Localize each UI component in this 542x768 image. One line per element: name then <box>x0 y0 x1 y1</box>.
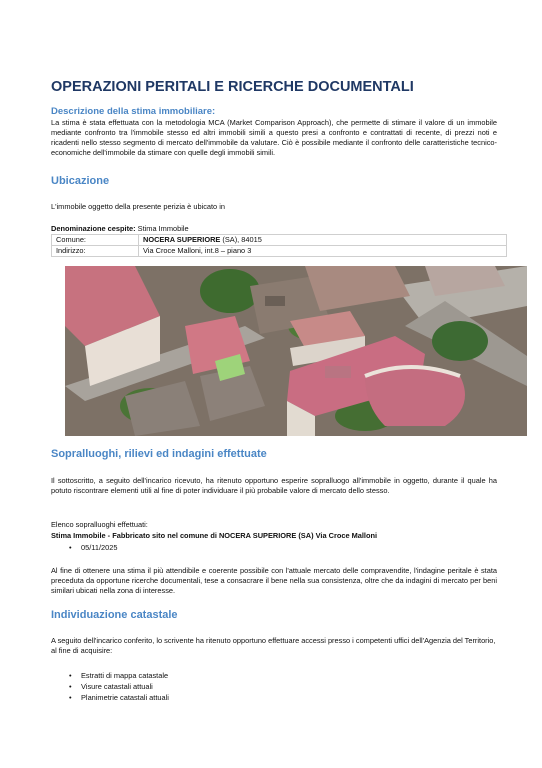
catastale-list <box>69 670 169 703</box>
list-item: • 05/11/2025 <box>69 542 117 553</box>
comune-value-bold: NOCERA SUPERIORE <box>143 235 221 244</box>
elenco-title: Stima Immobile - Fabbricato sito nel comune di NOCERA SUPERIORE (SA) Via Croce Malloni <box>51 531 378 540</box>
sopralluoghi-text: Il sottoscritto, a seguito dell'incarico ricevuto, ha ritenuto opportuno esperire sopralluogo all'immobile in oggetto, durante il quale ha potuto riscontrare elementi utili al fine di poter individuare il più probabile valore di mercato dello stesso. <box>51 476 497 495</box>
comune-label: Comune: <box>52 235 139 246</box>
denominazione-label: Denominazione cespite: <box>51 224 136 233</box>
table-row <box>52 246 507 257</box>
indirizzo-label: Indirizzo: <box>52 246 139 257</box>
descrizione-text: La stima è stata effettuata con la metodologia MCA (Market Comparison Approach), che permette di stimare il valore di un immobile mediante confronto tra l'immobile stesso ed altri immobili simili a questo presi a confronto e contrattati di recente, di prezzi noti e ricadenti nello stesso segmento di mercato dell'immobile da valutare. Ciò è possibile mediante il confronto delle caratteristiche tecnico-economiche dell'immobile da stimare con quelle degli immobili simili. <box>51 118 497 157</box>
dates-list <box>69 542 117 553</box>
catastale-heading: Individuazione catastale <box>51 609 178 621</box>
denominazione-line <box>51 224 497 234</box>
list-item: • Visure catastali attuali <box>69 681 169 692</box>
catastale-text: A seguito dell'incarico conferito, lo scrivente ha ritenuto opportuno effettuare accessi presso i competenti uffici dell'Agenzia del Territorio, al fine di acquisire: <box>51 636 496 655</box>
aerial-photo <box>65 266 527 436</box>
ubicazione-heading: Ubicazione <box>51 175 110 187</box>
sopralluoghi-text2: Al fine di ottenere una stima il più attendibile e coerente possibile con l'attuale mercato delle compravendite, l'indagine peritale è stata preceduta da opportune ricerche documentali, tese a consacrare il bene nella sua consistenza, oltre che da indagini di mercato per beni similari ubicati nella zona di interesse. <box>51 566 497 595</box>
list-item: • Estratti di mappa catastale <box>69 670 169 681</box>
table-row <box>52 235 507 246</box>
location-table <box>51 234 507 257</box>
list-item: • Planimetrie catastali attuali <box>69 692 169 703</box>
descrizione-heading: Descrizione della stima immobiliare: <box>51 106 216 117</box>
indirizzo-value: Via Croce Malloni, int.8 – piano 3 <box>139 246 507 257</box>
denominazione-value: Stima Immobile <box>135 224 189 233</box>
comune-value-rest: (SA), 84015 <box>220 235 262 244</box>
ubicazione-intro: L'immobile oggetto della presente perizia è ubicato in <box>51 202 225 211</box>
comune-value <box>139 235 507 246</box>
page-title: OPERAZIONI PERITALI E RICERCHE DOCUMENTALI <box>51 79 414 95</box>
sopralluoghi-heading: Sopralluoghi, rilievi ed indagini effettuate <box>51 448 267 460</box>
elenco-label: Elenco sopralluoghi effettuati: <box>51 520 148 529</box>
